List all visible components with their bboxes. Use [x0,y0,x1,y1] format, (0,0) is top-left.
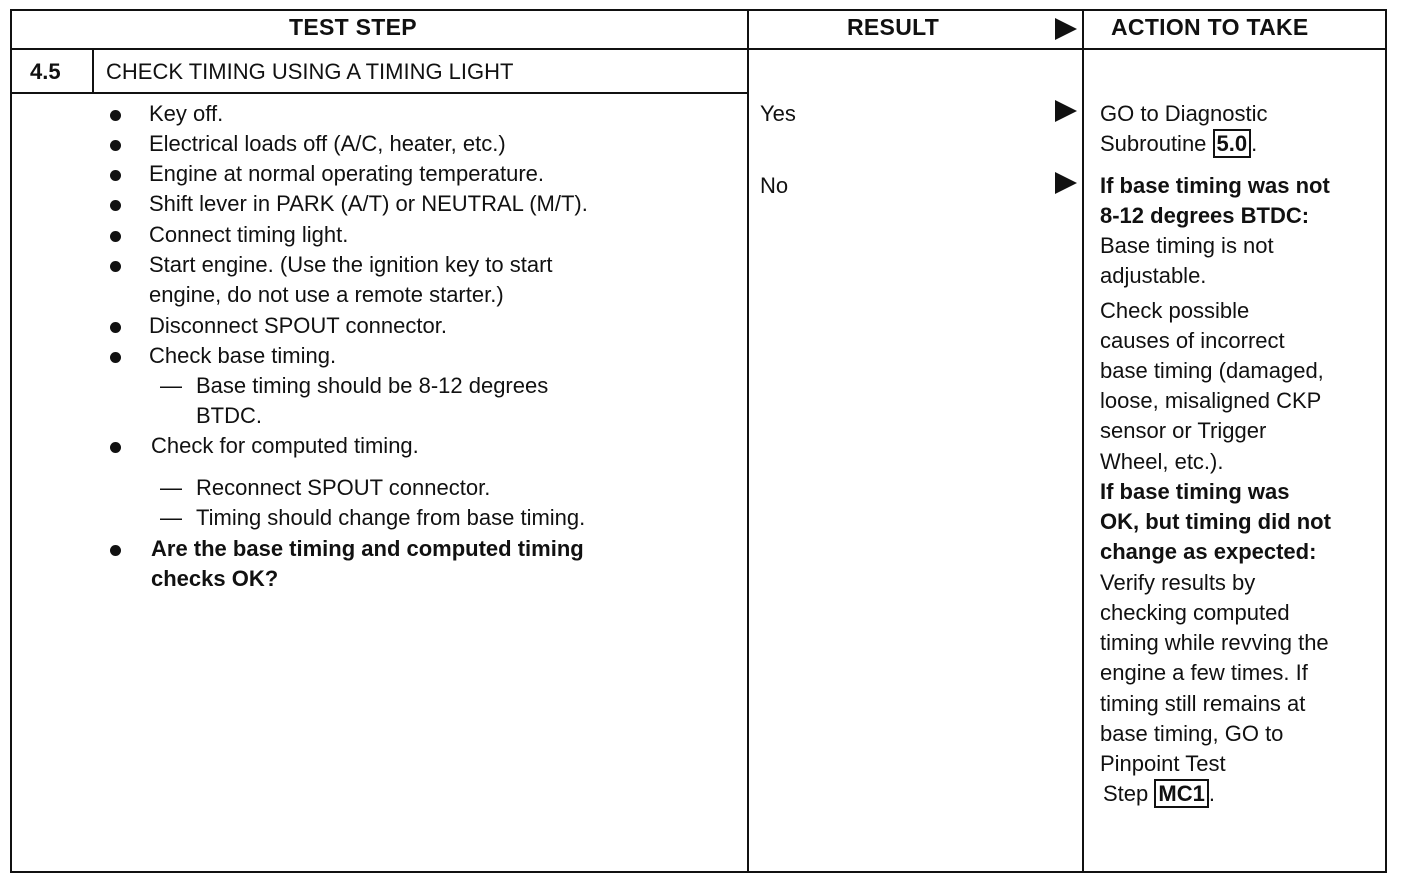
action-no-line: timing still remains at [1100,691,1306,716]
list-item: Start engine. (Use the ignition key to start [149,252,553,277]
action-no-line: 8-12 degrees BTDC: [1100,203,1310,228]
subroutine-ref-link[interactable]: 5.0 [1213,129,1252,158]
step-title-rule [10,92,749,94]
list-item: Connect timing light. [149,222,349,247]
action-yes-text: Subroutine [1100,131,1207,156]
bullet-icon [110,200,121,211]
header-test-step: TEST STEP [289,14,417,40]
step-number: 4.5 [30,59,61,84]
action-no-line: Verify results by [1100,570,1256,595]
period: . [1251,131,1258,156]
result-no: No [760,173,789,198]
pinpoint-ref-link[interactable]: MC1 [1154,779,1208,808]
list-item: Shift lever in PARK (A/T) or NEUTRAL (M/T). [149,191,588,216]
action-no-text: Step [1103,781,1149,806]
bullet-icon [110,231,121,242]
arrow-icon [1055,172,1077,194]
action-no-line: engine a few times. If [1100,660,1308,685]
bullet-icon [110,545,121,556]
list-item: Check base timing. [149,343,337,368]
action-no-line: Wheel, etc.). [1100,449,1224,474]
result-yes: Yes [760,101,796,126]
dash-icon: — [160,475,182,500]
bullet-icon [110,442,121,453]
action-no-line: checking computed [1100,600,1290,625]
list-item: Key off. [149,101,224,126]
list-item: Disconnect SPOUT connector. [149,313,447,338]
question: Are the base timing and computed timing [151,536,584,561]
dash-icon: — [160,505,182,530]
dash-icon: — [160,373,182,398]
arrow-icon [1055,18,1077,40]
list-item-continued: engine, do not use a remote starter.) [149,282,504,307]
action-no-line: causes of incorrect [1100,328,1285,353]
sub-item: Reconnect SPOUT connector. [196,475,491,500]
sub-item: Timing should change from base timing. [196,505,586,530]
step-title: CHECK TIMING USING A TIMING LIGHT [106,59,514,84]
bullet-icon [110,170,121,181]
action-yes-line2 [1100,129,1257,159]
action-no-line: timing while revving the [1100,630,1329,655]
period: . [1208,781,1215,806]
action-no-line: OK, but timing did not [1100,509,1331,534]
action-no-line: base timing (damaged, [1100,358,1324,383]
bullet-icon [110,322,121,333]
action-no-last-line [1103,779,1215,809]
divider-step-result [747,9,749,873]
action-no-line: adjustable. [1100,263,1207,288]
header-action: ACTION TO TAKE [1111,14,1309,40]
action-no-line: Check possible [1100,298,1250,323]
action-no-line: loose, misaligned CKP [1100,388,1322,413]
action-no-line: sensor or Trigger [1100,418,1267,443]
sub-item-continued: BTDC. [196,403,262,428]
bullet-icon [110,110,121,121]
action-no-line: Pinpoint Test [1100,751,1226,776]
sub-item: Base timing should be 8-12 degrees [196,373,549,398]
arrow-icon [1055,100,1077,122]
list-item: Check for computed timing. [151,433,419,458]
bullet-icon [110,261,121,272]
divider-result-action [1082,9,1084,873]
question-continued: checks OK? [151,566,279,591]
bullet-icon [110,140,121,151]
action-no-line: change as expected: [1100,539,1317,564]
action-no-line: If base timing was not [1100,173,1330,198]
list-item: Engine at normal operating temperature. [149,161,545,186]
header-rule [10,48,1387,50]
action-yes-line1: GO to Diagnostic [1100,101,1268,126]
list-item: Electrical loads off (A/C, heater, etc.) [149,131,506,156]
action-no-line: If base timing was [1100,479,1290,504]
action-no-line: Base timing is not [1100,233,1274,258]
step-number-divider [92,49,94,93]
bullet-icon [110,352,121,363]
header-result: RESULT [847,14,940,40]
action-no-line: base timing, GO to [1100,721,1284,746]
